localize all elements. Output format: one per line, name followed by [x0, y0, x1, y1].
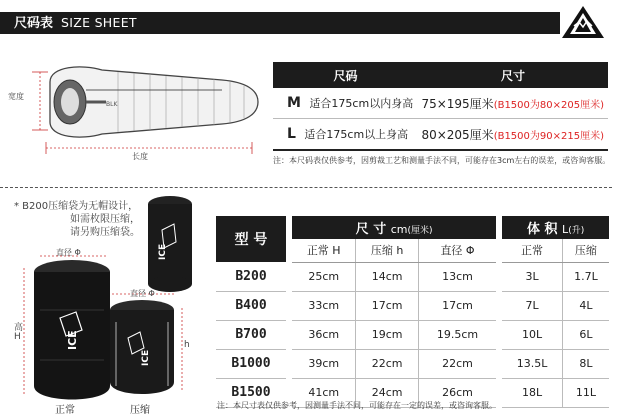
model-name: B1500	[216, 378, 286, 407]
sub-comp: 压缩	[562, 239, 609, 262]
spec-footnote: 注：本尺寸表仅供参考，因测量手法不同，可能存在一定的误差，或咨询客服。	[217, 401, 497, 410]
width-label: 宽度	[8, 92, 24, 101]
cell-h-normal: 33cm	[292, 291, 356, 320]
diameter-label-compressed: 直径 Φ	[130, 289, 155, 298]
size-note: (B1500为90×215厘米)	[493, 130, 604, 142]
svg-text:BLK: BLK	[106, 101, 118, 108]
vol-header	[502, 216, 609, 239]
size-note: (B1500为80×205厘米)	[493, 99, 604, 111]
normal-label: 正常	[55, 405, 75, 416]
height-label-cn: 高	[14, 323, 24, 333]
cell-h-comp: 19cm	[356, 320, 418, 349]
cell-h-normal: 36cm	[292, 320, 356, 349]
cell-h-normal: 39cm	[292, 349, 356, 378]
note-line: * B200压缩袋为无帽设计，	[14, 201, 139, 212]
model-name: B700	[216, 320, 286, 349]
note-line: 请另购压缩袋。	[70, 227, 140, 238]
cell-diam: 26cm	[418, 378, 496, 407]
cell-v-comp: 4L	[562, 291, 609, 320]
cell-diam: 19.5cm	[418, 320, 496, 349]
sub-normal-h: 正常 H	[292, 239, 356, 262]
height-label-en: H	[14, 332, 21, 342]
cell-v-comp: 6L	[562, 320, 609, 349]
cell-h-normal: 25cm	[292, 262, 356, 291]
diameter-label-normal: 直径 Φ	[56, 248, 81, 257]
cell-diam: 22cm	[418, 349, 496, 378]
size-letter: L	[287, 126, 296, 142]
cell-v-comp: 8L	[562, 349, 609, 378]
section-divider	[0, 187, 612, 188]
sub-comp-h: 压缩 h	[356, 239, 418, 262]
col-dim-header: 尺寸	[418, 62, 608, 88]
size-fit: 适合175cm以内身高	[309, 97, 414, 110]
cell-v-normal: 13.5L	[502, 349, 562, 378]
title-en: SIZE SHEET	[61, 15, 137, 30]
size-dim: 75×195厘米	[421, 96, 494, 111]
table-row	[273, 88, 608, 119]
title-cn: 尺码表	[14, 16, 54, 31]
vol-unit-cn: (升)	[568, 225, 585, 236]
model-name: B1000	[216, 349, 286, 378]
cell-h-comp: 14cm	[356, 262, 418, 291]
note-line: 如需枚限压缩，	[70, 214, 140, 225]
size-table	[273, 62, 608, 151]
dim-header	[292, 216, 496, 239]
cell-h-comp: 22cm	[356, 349, 418, 378]
cell-h-normal: 41cm	[292, 378, 356, 407]
black-ice-logo-icon	[560, 4, 606, 40]
cell-v-comp: 11L	[562, 378, 609, 407]
col-size-header: 尺码	[273, 62, 418, 88]
svg-text:ICE: ICE	[141, 349, 151, 366]
size-fit: 适合175cm以上身高	[304, 128, 409, 141]
cell-v-normal: 7L	[502, 291, 562, 320]
svg-text:ICE: ICE	[66, 330, 79, 350]
stuff-sack-illustration	[0, 190, 215, 419]
svg-text:ICE: ICE	[158, 243, 168, 260]
height-label-small: h	[184, 340, 190, 350]
dim-unit: cm	[390, 222, 408, 236]
dim-unit-cn: (厘米)	[407, 225, 433, 236]
cell-diam: 17cm	[418, 291, 496, 320]
cell-h-comp: 17cm	[356, 291, 418, 320]
cell-v-comp: 1.7L	[562, 262, 609, 291]
cell-v-normal: 18L	[502, 378, 562, 407]
table-row	[216, 262, 609, 291]
length-label: 长度	[132, 152, 148, 161]
spec-table	[216, 216, 609, 408]
sub-normal: 正常	[502, 239, 562, 262]
compressed-label: 压缩	[130, 405, 150, 416]
model-name: B400	[216, 291, 286, 320]
model-header: 型 号	[216, 216, 286, 262]
sub-diam: 直径 Φ	[418, 239, 496, 262]
model-name: B200	[216, 262, 286, 291]
cell-v-normal: 10L	[502, 320, 562, 349]
cell-h-comp: 24cm	[356, 378, 418, 407]
table-row	[273, 119, 608, 151]
table-row	[216, 291, 609, 320]
vol-unit: L	[562, 222, 569, 236]
size-dim: 80×205厘米	[421, 127, 494, 142]
cell-diam: 13cm	[418, 262, 496, 291]
cell-v-normal: 3L	[502, 262, 562, 291]
dim-header-text: 尺 寸	[355, 221, 387, 237]
page-title	[14, 13, 137, 33]
size-letter: M	[287, 95, 301, 111]
size-footnote: 注：本尺码表仅供参考，因剪裁工艺和测量手法不同，可能存在3cm左右的误差，或咨询客服。	[273, 156, 611, 165]
vol-header-text: 体 积	[526, 221, 558, 237]
table-row	[216, 320, 609, 349]
table-row	[216, 349, 609, 378]
